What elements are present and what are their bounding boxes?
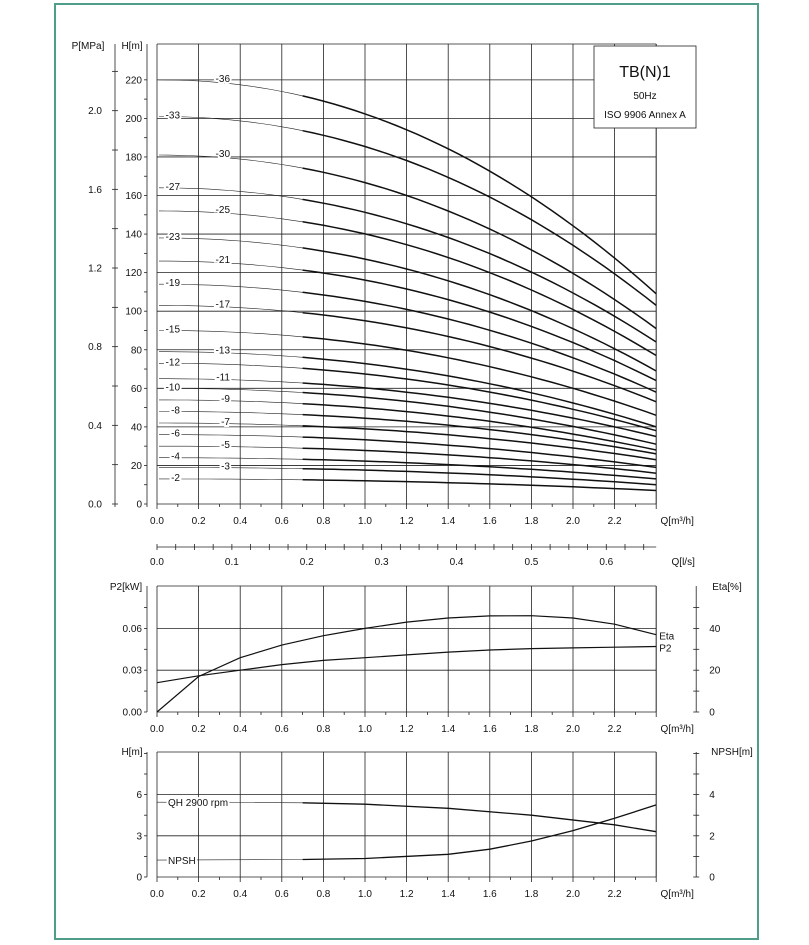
q-tick-label: 1.6 xyxy=(482,516,497,527)
qh-curve-label: -6 xyxy=(171,428,180,440)
p2-tick-label: 0.00 xyxy=(122,707,142,719)
qh-curve-extrapolated xyxy=(159,80,303,96)
legend-standard: ISO 9906 Annex A xyxy=(604,110,686,121)
q-tick-label: 1.8 xyxy=(524,889,539,900)
h-axis-title: H[m] xyxy=(121,747,143,758)
h-tick-label: 200 xyxy=(125,113,142,125)
ls-tick-label: 0.6 xyxy=(599,557,614,568)
qh-curve-label: -11 xyxy=(216,372,230,384)
qh-curve-label: -2 xyxy=(171,472,180,484)
qh-curve-extrapolated xyxy=(159,458,303,460)
qh-curve-extrapolated xyxy=(159,388,303,392)
qh-curve xyxy=(303,337,657,415)
h-tick-label: 120 xyxy=(125,268,142,280)
npsh-tick-label: 0 xyxy=(709,872,715,884)
q-tick-label: 0.4 xyxy=(233,889,248,900)
p-tick-label: 0.4 xyxy=(88,420,102,432)
ls-tick-label: 0.1 xyxy=(224,557,239,568)
h-tick-label: 80 xyxy=(130,345,142,357)
qh-curve-label: -8 xyxy=(171,405,180,417)
qh-curve-label: -9 xyxy=(221,393,230,405)
q-tick-label: 1.8 xyxy=(524,516,539,527)
q-tick-label: 0.8 xyxy=(316,516,331,527)
qh-curve-label: -3 xyxy=(221,461,230,473)
ls-tick-label: 0.0 xyxy=(150,557,164,568)
ls-tick-label: 0.2 xyxy=(299,557,314,568)
npsh-curve xyxy=(303,805,657,860)
qh-curve-label: -19 xyxy=(165,278,180,290)
h-tick-label: 20 xyxy=(130,460,142,472)
q-tick-label: 1.0 xyxy=(358,889,372,900)
qh-curve-label: -15 xyxy=(165,324,180,336)
q-tick-label: 1.4 xyxy=(441,516,456,527)
q-tick-label: 2.0 xyxy=(566,889,580,900)
npsh-axis-title: NPSH[m] xyxy=(711,747,753,758)
q-tick-label: 1.6 xyxy=(482,889,497,900)
qh-curve-extrapolated xyxy=(159,261,303,270)
p-tick-label: 2.0 xyxy=(88,106,102,118)
qh-curve-extrapolated xyxy=(159,284,303,292)
qh-curve-extrapolated xyxy=(159,423,303,426)
qh-curve-extrapolated xyxy=(159,363,303,368)
h-axis-title: H[m] xyxy=(121,41,143,52)
p-tick-label: 1.6 xyxy=(88,184,102,196)
q-tick-label: 0.0 xyxy=(150,516,164,527)
h-tick-label: 140 xyxy=(125,229,142,241)
qh-curve xyxy=(303,426,657,460)
npsh-tick-label: 2 xyxy=(709,831,715,843)
qh-curve-extrapolated xyxy=(159,188,303,200)
qh-curve-extrapolated xyxy=(159,331,303,337)
h-tick-label: 220 xyxy=(125,75,142,87)
qh-curve-label: -12 xyxy=(165,357,180,369)
qh-curve-extrapolated xyxy=(159,211,303,222)
q-tick-label: 0.2 xyxy=(191,516,206,527)
eta-tick-label: 0 xyxy=(709,707,715,719)
eta-tick-label: 20 xyxy=(709,665,721,677)
qh-curve-extrapolated xyxy=(159,467,303,468)
h-tick-label: 160 xyxy=(125,191,142,203)
h-tick-label: 6 xyxy=(136,790,142,802)
p-tick-label: 0.8 xyxy=(88,342,102,354)
qh-2900-curve xyxy=(303,803,657,832)
qh-curve xyxy=(303,393,657,445)
q-tick-label: 1.0 xyxy=(358,516,372,527)
qh-curve-label: -4 xyxy=(171,451,180,463)
q-tick-label: 0.0 xyxy=(150,889,164,900)
h-tick-label: 100 xyxy=(125,306,142,318)
q-axis-title: Q[m³/h] xyxy=(660,889,694,900)
qh-curve-label: -17 xyxy=(215,299,230,311)
qh-curve-label: -10 xyxy=(165,382,180,394)
q-tick-label: 1.2 xyxy=(399,889,414,900)
qh-curve-extrapolated xyxy=(159,446,303,448)
q-axis-title: Q[m³/h] xyxy=(660,724,694,735)
qh-curve-extrapolated xyxy=(159,400,303,404)
q-tick-label: 0.6 xyxy=(274,889,289,900)
qh-curve-extrapolated xyxy=(159,352,303,358)
h-tick-label: 3 xyxy=(136,831,142,843)
q-tick-label: 1.4 xyxy=(441,889,456,900)
q-tick-label: 0.2 xyxy=(191,889,206,900)
qh-curve xyxy=(303,368,657,430)
qh-curve-label: -27 xyxy=(165,181,180,193)
q-tick-label: 0.0 xyxy=(150,724,164,735)
q-axis-title: Q[m³/h] xyxy=(660,516,694,527)
ls-tick-label: 0.5 xyxy=(524,557,539,568)
legend-title: TB(N)1 xyxy=(619,64,671,81)
q-tick-label: 1.0 xyxy=(358,724,372,735)
q-tick-label: 0.8 xyxy=(316,889,331,900)
h-tick-label: 180 xyxy=(125,152,142,164)
q-tick-label: 1.6 xyxy=(482,724,497,735)
p-tick-label: 0.0 xyxy=(88,499,102,511)
ls-tick-label: 0.4 xyxy=(449,557,464,568)
npsh-label: NPSH xyxy=(168,856,196,868)
q-tick-label: 2.2 xyxy=(607,889,622,900)
q-tick-label: 0.4 xyxy=(233,724,248,735)
qh-curve-label: -7 xyxy=(221,417,230,429)
q-tick-label: 2.2 xyxy=(607,516,622,527)
qh-curve-extrapolated xyxy=(159,238,303,248)
qh-curve-label: -23 xyxy=(165,231,180,243)
qh-curve-label: -25 xyxy=(215,204,230,216)
q-tick-label: 0.4 xyxy=(233,516,248,527)
qh-curve-extrapolated xyxy=(159,412,303,415)
qh-curve-label: -21 xyxy=(215,255,230,267)
ls-tick-label: 0.3 xyxy=(374,557,389,568)
qh-curve xyxy=(303,199,657,342)
eta-axis-title: Eta[%] xyxy=(712,582,742,593)
q-tick-label: 1.2 xyxy=(399,516,414,527)
qh-curve-extrapolated xyxy=(159,479,303,480)
qh-curve-label: -5 xyxy=(221,440,230,452)
q-tick-label: 0.6 xyxy=(274,516,289,527)
qh-curve xyxy=(303,469,657,485)
npsh-tick-label: 4 xyxy=(709,790,715,802)
qh-curve xyxy=(303,222,657,356)
legend-box xyxy=(594,46,696,128)
q-tick-label: 1.8 xyxy=(524,724,539,735)
eta-tick-label: 40 xyxy=(709,623,721,635)
qh-2900-label: QH 2900 rpm xyxy=(168,798,229,810)
q-tick-label: 2.2 xyxy=(607,724,622,735)
p-tick-label: 1.2 xyxy=(88,263,102,275)
p-axis-title: P[MPa] xyxy=(71,41,105,52)
qh-curve-label: -30 xyxy=(215,149,230,161)
h-tick-label: 60 xyxy=(130,383,142,395)
q-tick-label: 1.4 xyxy=(441,724,456,735)
h-tick-label: 40 xyxy=(130,422,142,434)
qh-curve-label: -36 xyxy=(215,73,230,85)
p2-axis-title: P2[kW] xyxy=(109,582,143,593)
h-tick-label: 0 xyxy=(136,499,142,511)
q-tick-label: 2.0 xyxy=(566,516,580,527)
p2-tick-label: 0.06 xyxy=(122,623,142,635)
q-tick-label: 0.8 xyxy=(316,724,331,735)
q-tick-label: 1.2 xyxy=(399,724,414,735)
q-tick-label: 0.2 xyxy=(191,724,206,735)
qh-curve-label: -13 xyxy=(215,345,230,357)
legend-frequency: 50Hz xyxy=(633,91,657,102)
qh-curve-extrapolated xyxy=(159,305,303,312)
qh-curve-label: -33 xyxy=(165,110,180,122)
h-tick-label: 0 xyxy=(136,872,142,884)
qh-curve-extrapolated xyxy=(159,435,303,438)
p2-curve-label: P2 xyxy=(659,643,672,655)
eta-curve-label: Eta xyxy=(659,631,675,643)
q-tick-label: 0.6 xyxy=(274,724,289,735)
qh-curve-extrapolated xyxy=(159,379,303,383)
ls-axis-title: Q[l/s] xyxy=(671,557,695,568)
p2-tick-label: 0.03 xyxy=(122,665,142,677)
q-tick-label: 2.0 xyxy=(566,724,580,735)
